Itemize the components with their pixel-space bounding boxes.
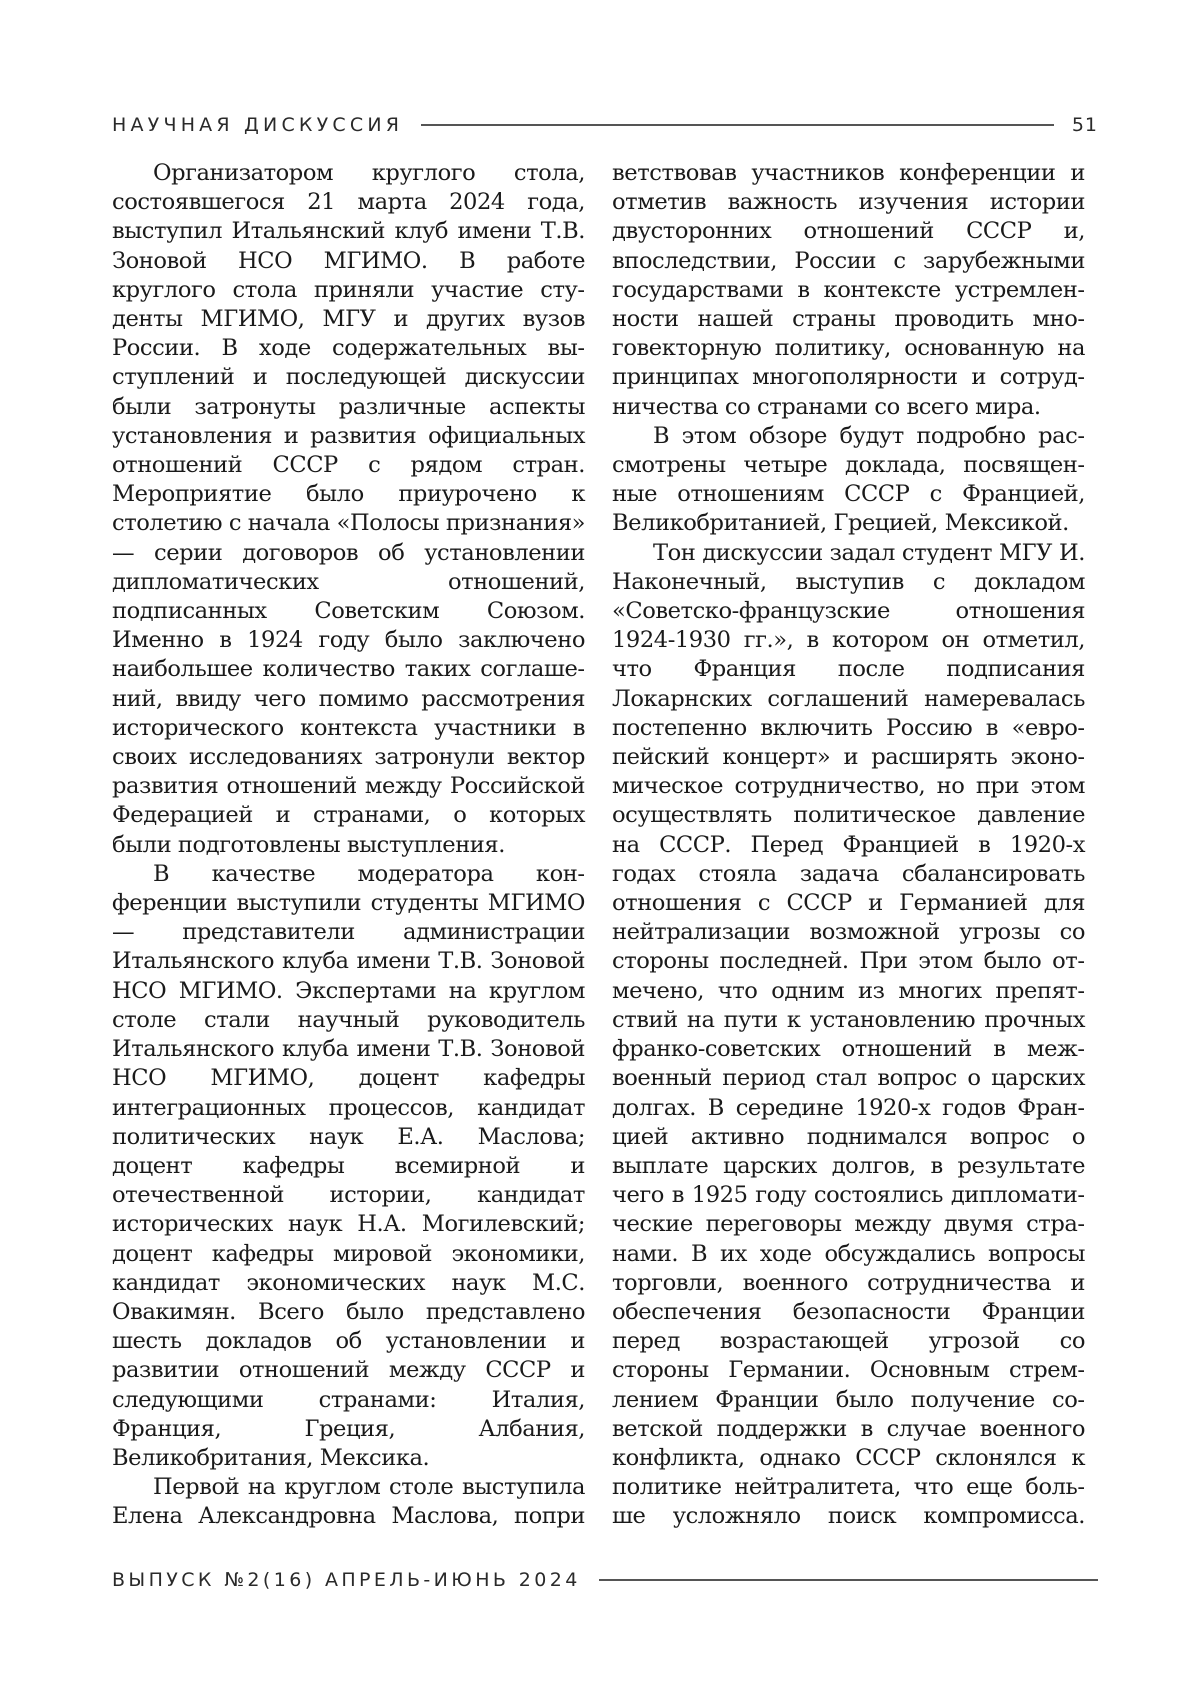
paragraph-continuation: ветствовав участников конференции и отметив важность изучения истории двусторонних отношений СССР и, впоследствии, России с зарубежными государствами в контексте устремленности нашей страны проводить многовекторную политику, основанную на принципах многополярности и сотрудничества со странами со всего мира. (612, 160, 1085, 420)
running-head (112, 110, 1098, 140)
issue-label: ВЫПУСК №2(16) АПРЕЛЬ-ИЮНЬ 2024 (112, 1569, 581, 1591)
paragraph-french-relations: Тон дискуссии задал студент МГУ И. Наконечный, выступив с докладом «Советско-французские отношения 1924-1930 гг.», в котором он отметил, что Франция после подписания Локарнских соглашений намеревалась постепенно включить Россию в «европейский концерт» и расширять экономическое сотрудничество, но при этом осуществлять политическое давление на СССР. Перед Францией в 1920-х годах стояла задача сбалансировать отношения с СССР и Германией для нейтрализации возможной угрозы со стороны последней. При этом было отмечено, что одним из многих препятствий на пути к установлению прочных франко-советских отношений в межвоенный период стал вопрос о царских долгах. В середине 1920-х годов Францией активно поднимался вопрос о выплате царских долгов, в результате чего в 1925 году состоялись дипломатические переговоры между двумя странами. В их ходе обсуждались вопросы торговли, военного сотрудничества и обеспечения безопасности Франции перед возрастающей угрозой со стороны Германии. Основным стремлением Франции было получение советской поддержки в случае военного конфликта, однако СССР склонялся к политике нейтралитета, что еще больше усложняло поиск компромисса. (612, 539, 1085, 1530)
footer-rule (599, 1579, 1098, 1581)
right-column (612, 159, 1085, 1532)
paragraph-review-scope: В этом обзоре будут подробно рассмотрены четыре доклада, посвященные отношениям СССР с Францией, Великобританией, Грецией, Мексикой. (612, 422, 1085, 537)
running-foot (112, 1565, 1098, 1595)
left-column (112, 159, 585, 1532)
header-rule (421, 124, 1054, 126)
paragraph-first-speaker: Первой на круглом столе выступила Елена Александровна Маслова, попри (112, 1474, 585, 1530)
paragraph-organizer: Организатором круглого стола, состоявшегося 21 марта 2024 года, выступил Итальянский клуб имени Т.В. Зоновой НСО МГИМО. В работе круглого стола приняли участие студенты МГИМО, МГУ и других вузов России. В ходе содержательных выступлений и последующей дискуссии были затронуты различные аспекты установления и развития официальных отношений СССР с рядом стран. Мероприятие было приурочено к столетию с начала «Полосы признания» — серии договоров об установлении дипломатических отношений, подписанных Советским Союзом. Именно в 1924 году было заключено наибольшее количество таких соглашений, ввиду чего помимо рассмотрения исторического контекста участники в своих исследованиях затронули вектор развития отношений между Российской Федерацией и странами, о которых были подготовлены выступления. (112, 160, 585, 858)
section-title: НАУЧНАЯ ДИСКУССИЯ (112, 114, 404, 136)
page-number: 51 (1071, 114, 1098, 136)
paragraph-moderators: В качестве модератора конференции выступили студенты МГИМО — представители администрации Итальянского клуба имени Т.В. Зоновой НСО МГИМО. Экспертами на круглом столе стали научный руководитель Итальянского клуба имени Т.В. Зоновой НСО МГИМО, доцент кафедры интеграционных процессов, кандидат политических наук Е.А. Маслова; доцент кафедры всемирной и отечественной истории, кандидат исторических наук Н.А. Могилевский; доцент кафедры мировой экономики, кандидат экономических наук М.С. Овакимян. Всего было представлено шесть докладов об установлении и развитии отношений между СССР и следующими странами: Италия, Франция, Греция, Албания, Великобритания, Мексика. (112, 860, 585, 1471)
